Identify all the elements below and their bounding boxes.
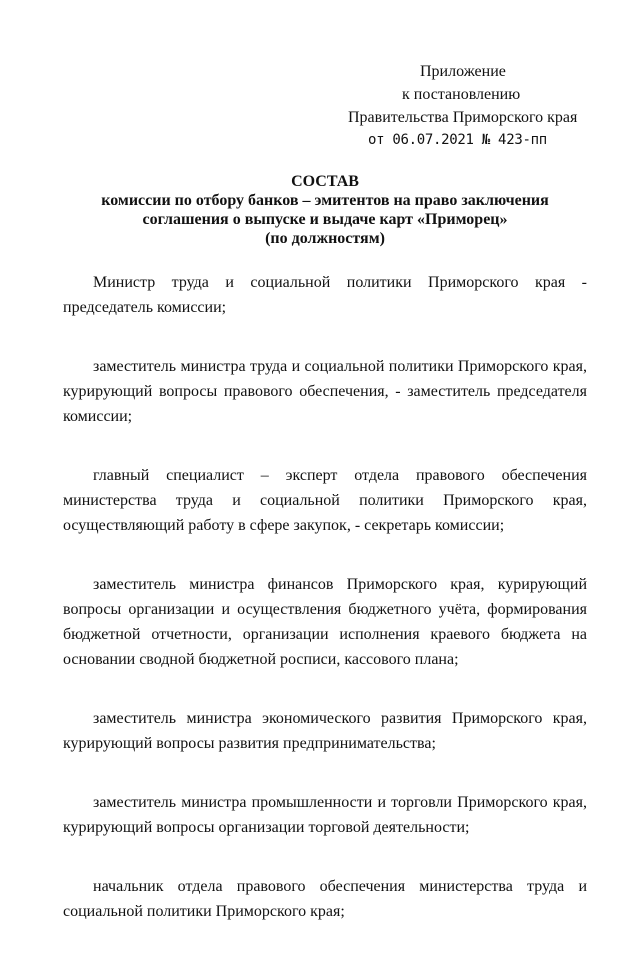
title-heading: СОСТАВ <box>291 173 359 190</box>
member-secretary: главный специалист – эксперт отдела правового обеспечения министерства труда и социальной политики Приморского края, осуществляющий работу в сфере закупок, - секретарь комиссии; <box>63 467 587 534</box>
member-finance: заместитель министра финансов Приморского края, курирующий вопросы организации и осуществления бюджетного учёта, формирования бюджетной отчетности, организации исполнения краевого бюджета на основании сводной бюджетной росписи, кассового плана; <box>63 576 587 668</box>
appendix-label: Приложение <box>420 63 506 80</box>
members-list <box>63 270 587 958</box>
member-legal-head: начальник отдела правового обеспечения министерства труда и социальной политики Приморского края; <box>63 878 587 920</box>
appendix-decree-ref: к постановлению <box>402 86 521 103</box>
appendix-government: Правительства Приморского края <box>348 109 578 126</box>
member-deputy-chair: заместитель министра труда и социальной политики Приморского края, курирующий вопросы правового обеспечения, - заместитель председателя комиссии; <box>63 358 587 425</box>
member-industry: заместитель министра промышленности и торговли Приморского края, курирующий вопросы организации торговой деятельности; <box>63 794 587 836</box>
title-line-4: (по должностям) <box>265 230 385 247</box>
title-line-2: комиссии по отбору банков – эмитентов на право заключения <box>101 192 549 209</box>
appendix-block <box>340 60 580 152</box>
title-line-3: соглашения о выпуске и выдаче карт «Приморец» <box>142 211 508 228</box>
member-chair: Министр труда и социальной политики Приморского края - председатель комиссии; <box>63 274 587 316</box>
member-economy: заместитель министра экономического развития Приморского края, курирующий вопросы развития предпринимательства; <box>63 710 587 752</box>
document-title <box>60 172 590 248</box>
appendix-date-number: от 06.07.2021 № 423-пп <box>368 132 547 148</box>
